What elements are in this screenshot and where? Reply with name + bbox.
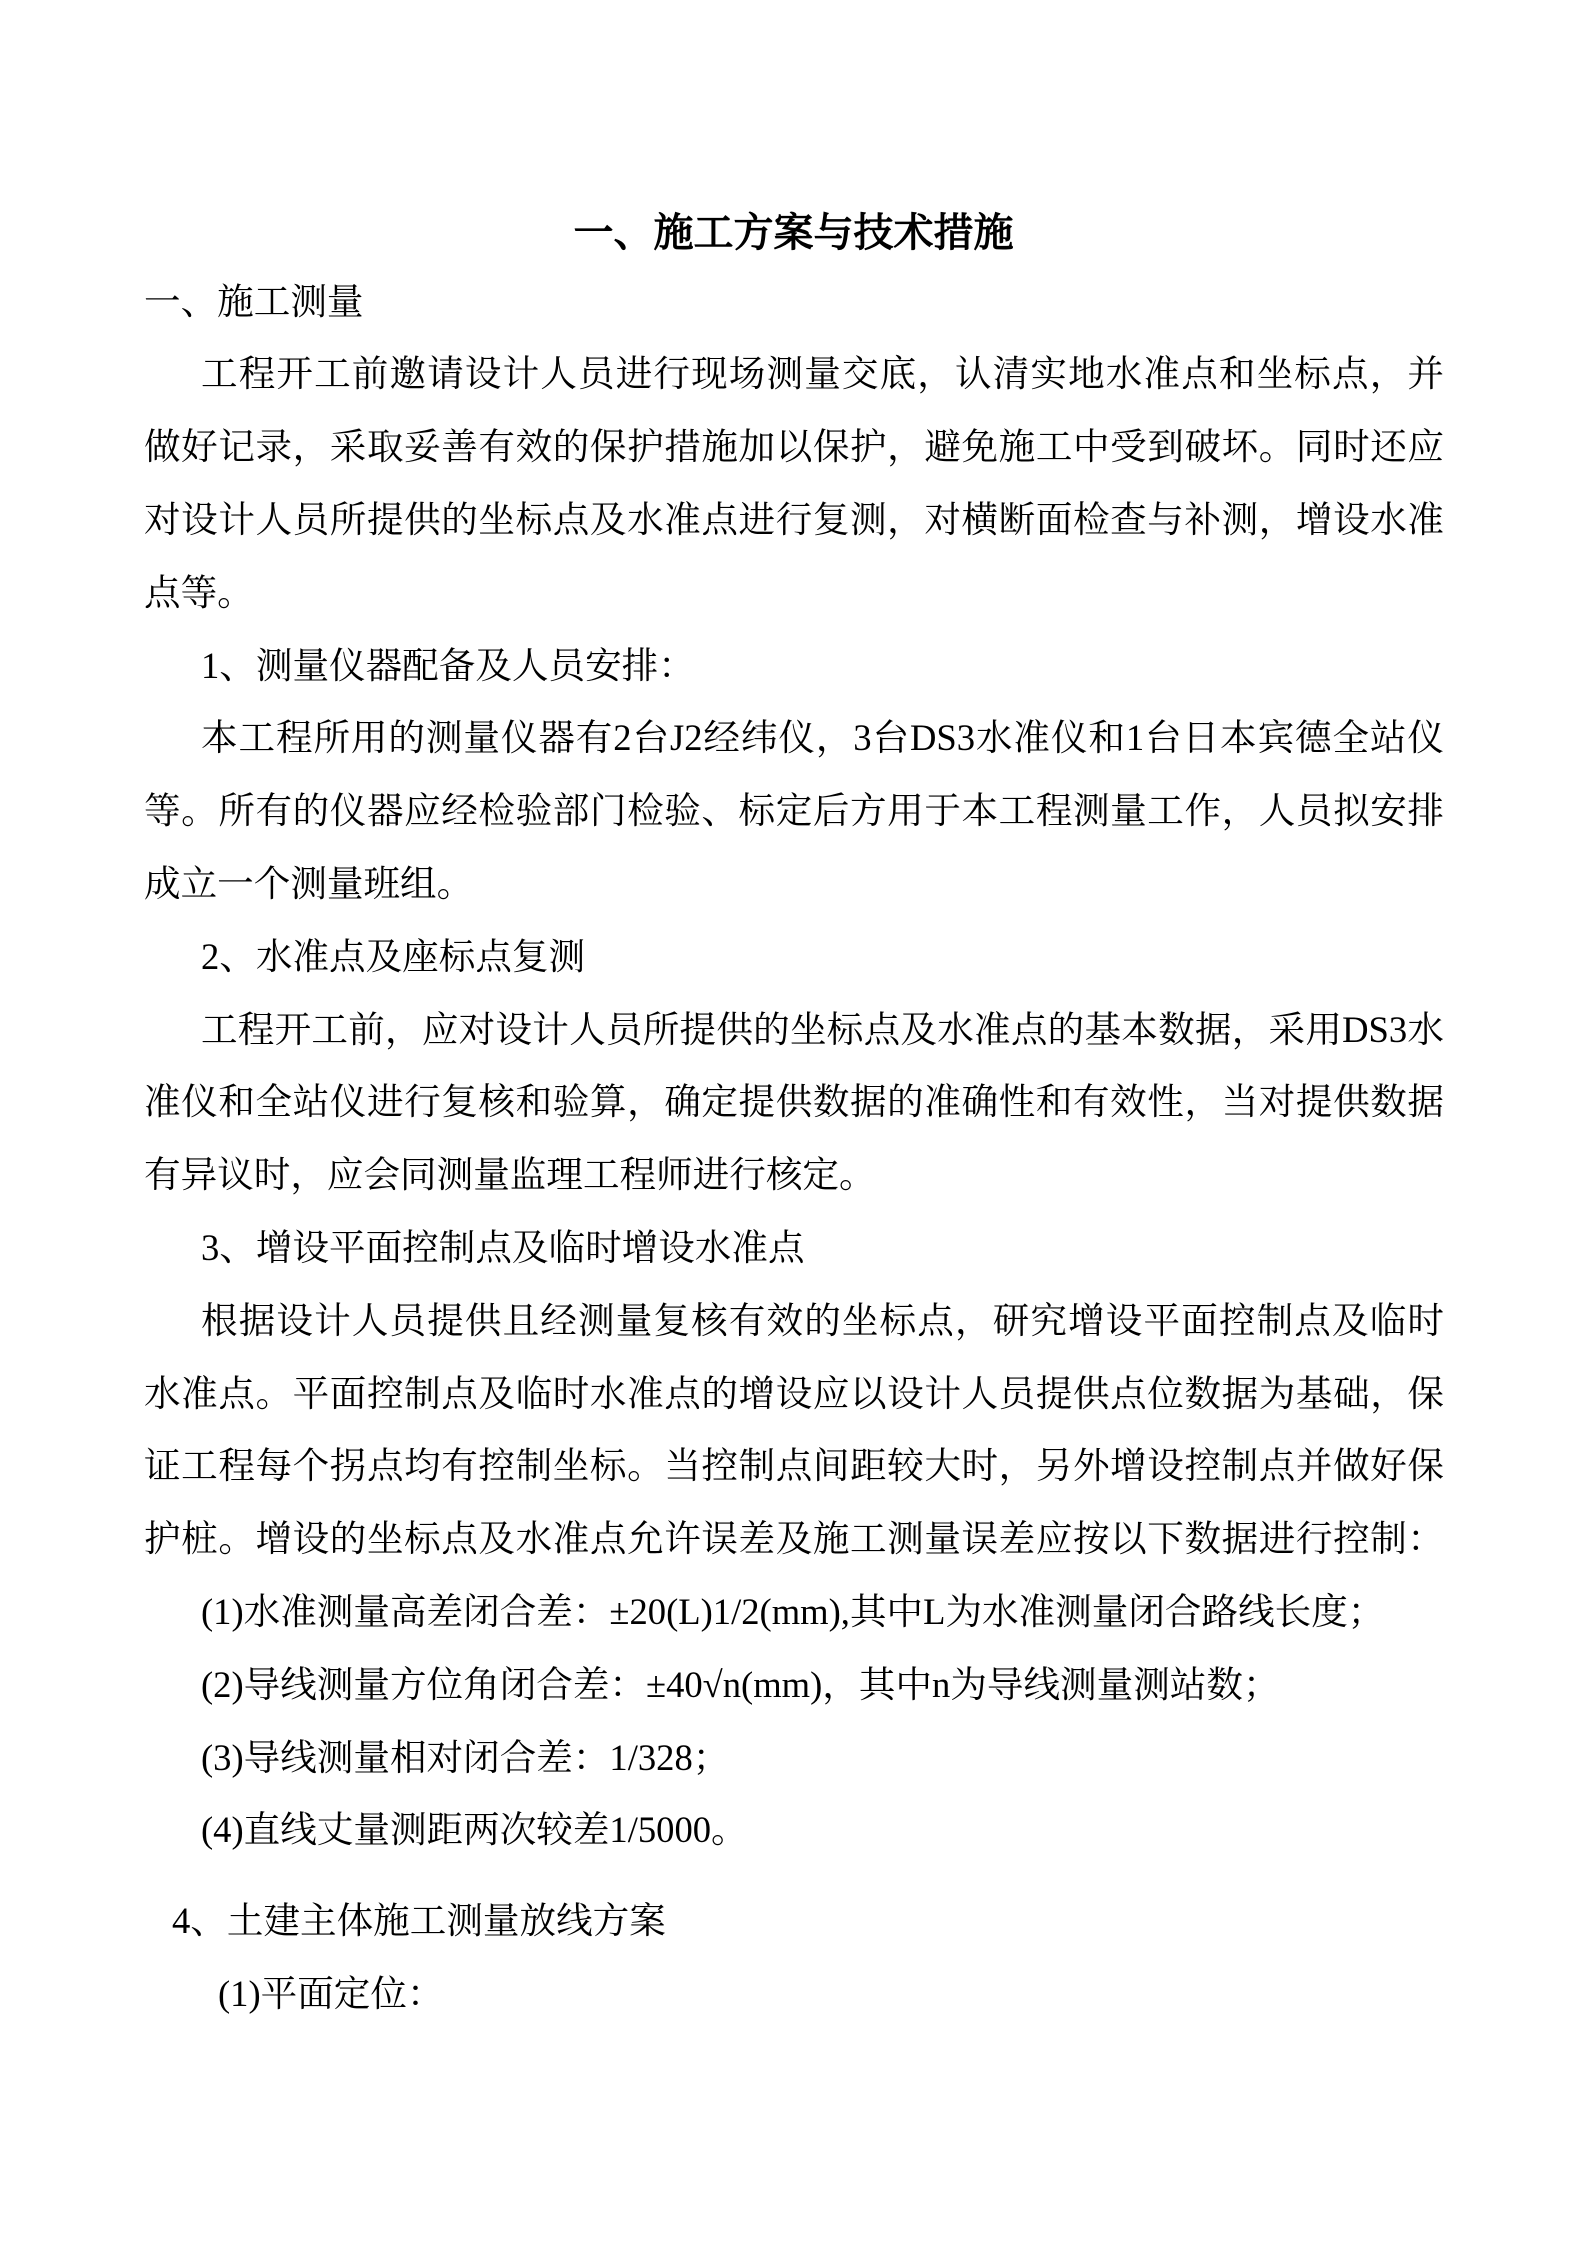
paragraph-line: 工程开工前邀请设计人员进行现场测量交底，认清实地水准点和坐标点，并 — [201, 353, 1444, 395]
tolerance-item: (1)水准测量高差闭合差：±20(L)1/2(mm),其中L为水准测量闭合路线长度； — [201, 1590, 1385, 1632]
section-heading: 一、施工测量 — [144, 280, 364, 322]
paragraph-line: 点等。 — [144, 571, 254, 613]
paragraph-line: 工程开工前，应对设计人员所提供的坐标点及水准点的基本数据，采用DS3水 — [201, 1008, 1444, 1050]
paragraph-line: 本工程所用的测量仪器有2台J2经纬仪，3台DS3水准仪和1台日本宾德全站仪 — [201, 717, 1444, 759]
page-title: 一、施工方案与技术措施 — [573, 210, 1014, 255]
tolerance-item: (2)导线测量方位角闭合差：±40√n(mm)，其中n为导线测量测站数； — [201, 1663, 1280, 1705]
paragraph-line: 证工程每个拐点均有控制坐标。当控制点间距较大时，另外增设控制点并做好保 — [144, 1445, 1444, 1487]
tolerance-item: (4)直线丈量测距两次较差1/5000。 — [201, 1809, 748, 1851]
paragraph-line: 成立一个测量班组。 — [144, 862, 474, 904]
paragraph-line: 对设计人员所提供的坐标点及水准点进行复测，对横断面检查与补测，增设水准 — [144, 498, 1444, 540]
list-item: (1)平面定位： — [218, 1972, 444, 2014]
paragraph-line: 有异议时，应会同测量监理工程师进行核定。 — [144, 1154, 876, 1196]
paragraph-line: 水准点。平面控制点及临时水准点的增设应以设计人员提供点位数据为基础，保 — [144, 1372, 1444, 1414]
subsection-heading: 2、水准点及座标点复测 — [201, 935, 586, 977]
paragraph-line: 等。所有的仪器应经检验部门检验、标定后方用于本工程测量工作，人员拟安排 — [144, 790, 1444, 832]
subsection-heading: 1、测量仪器配备及人员安排： — [201, 644, 695, 686]
paragraph-line: 准仪和全站仪进行复核和验算，确定提供数据的准确性和有效性，当对提供数据 — [144, 1081, 1444, 1123]
document-body — [144, 266, 1444, 2031]
paragraph-line: 根据设计人员提供且经测量复核有效的坐标点，研究增设平面控制点及临时 — [201, 1299, 1444, 1341]
subsection-heading: 3、增设平面控制点及临时增设水准点 — [201, 1226, 805, 1268]
tolerance-item: (3)导线测量相对闭合差：1/328； — [201, 1736, 730, 1778]
paragraph-line: 做好记录，采取妥善有效的保护措施加以保护，避免施工中受到破坏。同时还应 — [144, 426, 1444, 468]
subsection-heading: 4、土建主体施工测量放线方案 — [172, 1900, 666, 1942]
paragraph-line: 护桩。增设的坐标点及水准点允许误差及施工测量误差应按以下数据进行控制： — [144, 1518, 1444, 1560]
